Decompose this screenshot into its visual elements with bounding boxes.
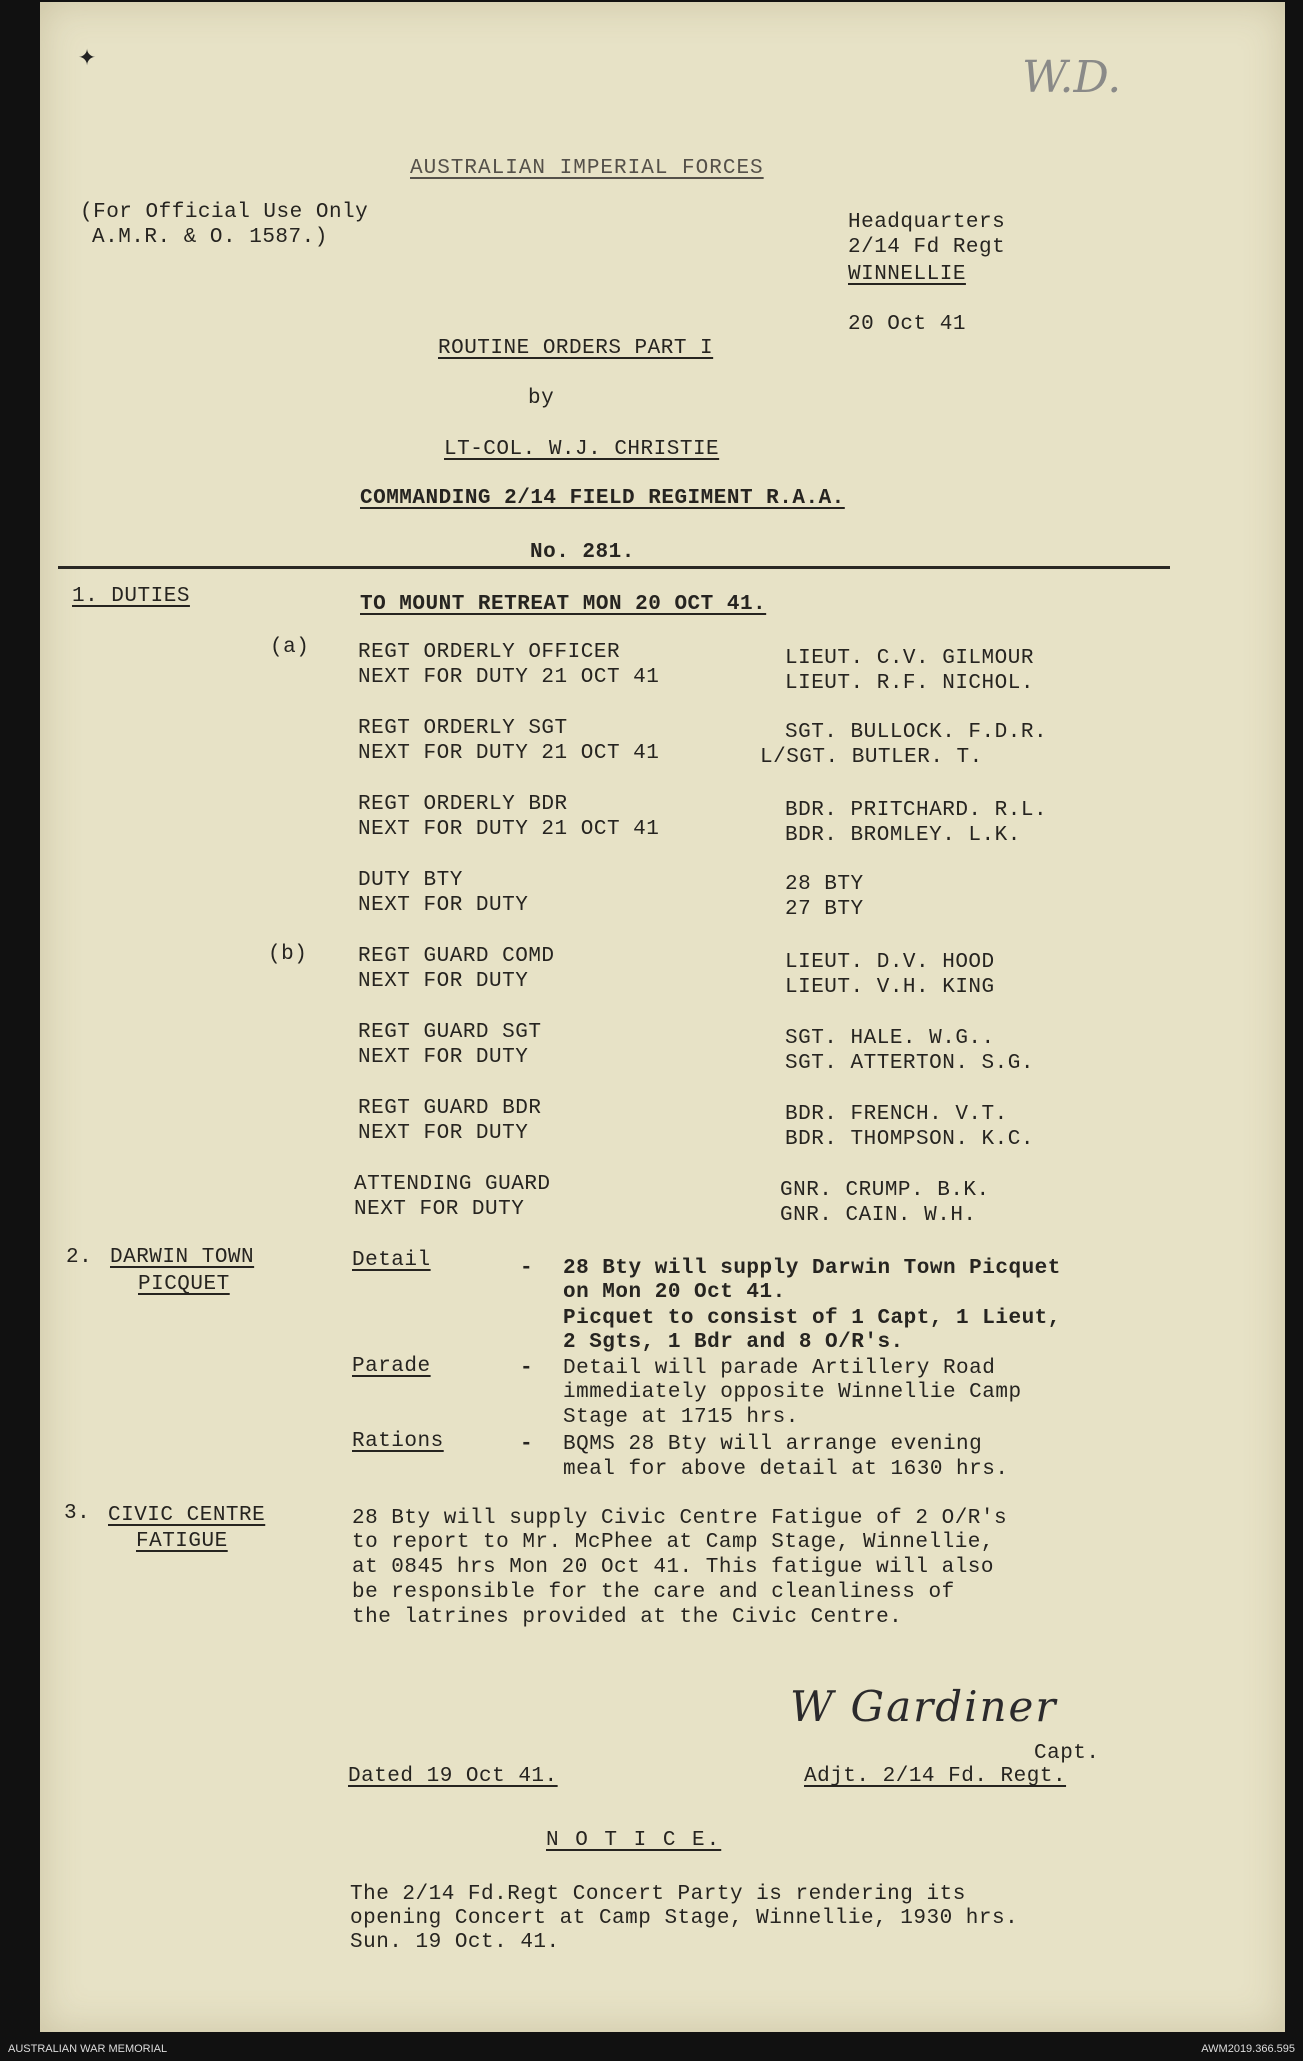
- signatory-appointment: Adjt. 2/14 Fd. Regt.: [804, 1765, 1067, 1788]
- duty-next: NEXT FOR DUTY: [358, 1046, 529, 1069]
- duty-next: NEXT FOR DUTY 21 OCT 41: [358, 818, 660, 841]
- fatigue-line: be responsible for the care and cleanliness of: [352, 1581, 955, 1604]
- sub-b: (b): [268, 943, 308, 966]
- duty-name: GNR. CRUMP. B.K.: [780, 1179, 990, 1202]
- parade-line: Stage at 1715 hrs.: [563, 1406, 799, 1429]
- duty-role: DUTY BTY: [358, 869, 463, 892]
- duty-name: LIEUT. C.V. GILMOUR: [785, 647, 1034, 670]
- notice-title: N O T I C E.: [546, 1829, 722, 1852]
- parade-line: immediately opposite Winnellie Camp: [563, 1381, 1022, 1404]
- duty-next: NEXT FOR DUTY: [358, 894, 529, 917]
- duty-next-name: LIEUT. V.H. KING: [785, 976, 995, 999]
- notice-line: opening Concert at Camp Stage, Winnellie, 1930 hrs.: [350, 1907, 1019, 1930]
- sub-a: (a): [270, 636, 310, 659]
- notice-line: Sun. 19 Oct. 41.: [350, 1931, 560, 1954]
- duty-next-name: L/SGT. BUTLER. T.: [760, 746, 983, 769]
- hole-punch-mark: ✦: [78, 41, 97, 75]
- section-1-label: 1. DUTIES: [72, 585, 190, 608]
- duty-name: BDR. FRENCH. V.T.: [785, 1103, 1008, 1126]
- duty-next: NEXT FOR DUTY: [354, 1198, 525, 1221]
- footer-source: AUSTRALIAN WAR MEMORIAL: [8, 2043, 168, 2055]
- duty-name: 28 BTY: [785, 873, 864, 896]
- section-2-number: 2.: [66, 1246, 93, 1269]
- document-title: ROUTINE ORDERS PART I: [438, 337, 714, 360]
- duty-name: SGT. HALE. W.G..: [785, 1027, 995, 1050]
- detail-line: 2 Sgts, 1 Bdr and 8 O/R's.: [563, 1331, 904, 1354]
- notice-line: The 2/14 Fd.Regt Concert Party is rendering its: [350, 1883, 966, 1906]
- section-3-label-2: FATIGUE: [136, 1530, 228, 1553]
- duty-role: REGT GUARD COMD: [358, 945, 555, 968]
- detail-line: on Mon 20 Oct 41.: [563, 1281, 786, 1304]
- hq-line-1: Headquarters: [848, 211, 1006, 234]
- parade-line: Detail will parade Artillery Road: [563, 1357, 996, 1380]
- duty-next-name: BDR. BROMLEY. L.K.: [785, 824, 1021, 847]
- dash: -: [520, 1257, 534, 1280]
- section-3-label-1: CIVIC CENTRE: [108, 1504, 266, 1527]
- detail-line: 28 Bty will supply Darwin Town Picquet: [563, 1257, 1061, 1280]
- duty-next: NEXT FOR DUTY 21 OCT 41: [358, 742, 660, 765]
- parade-key: Parade: [352, 1355, 431, 1378]
- order-number: No. 281.: [530, 541, 635, 564]
- duty-role: REGT ORDERLY SGT: [358, 717, 568, 740]
- section-1-heading: TO MOUNT RETREAT MON 20 OCT 41.: [360, 593, 767, 616]
- hq-line-3: WINNELLIE: [848, 263, 966, 286]
- by-line: by: [528, 387, 555, 410]
- fatigue-line: at 0845 hrs Mon 20 Oct 41. This fatigue will also: [352, 1556, 995, 1579]
- official-use-line-1: (For Official Use Only: [80, 201, 369, 224]
- duty-role: REGT ORDERLY OFFICER: [358, 641, 621, 664]
- signatory-rank: Capt.: [1034, 1742, 1100, 1765]
- duty-next-name: LIEUT. R.F. NICHOL.: [785, 672, 1034, 695]
- section-3-number: 3.: [64, 1502, 91, 1525]
- hq-line-2: 2/14 Fd Regt: [848, 236, 1006, 259]
- duty-role: REGT GUARD BDR: [358, 1097, 542, 1120]
- footer-id: AWM2019.366.595: [1201, 2043, 1295, 2055]
- command-line: COMMANDING 2/14 FIELD REGIMENT R.A.A.: [360, 487, 845, 510]
- duty-name: SGT. BULLOCK. F.D.R.: [785, 721, 1048, 744]
- duty-next-name: BDR. THOMPSON. K.C.: [785, 1128, 1034, 1151]
- rations-line: meal for above detail at 1630 hrs.: [563, 1458, 1009, 1481]
- duty-next-name: 27 BTY: [785, 898, 864, 921]
- force-heading: AUSTRALIAN IMPERIAL FORCES: [410, 157, 764, 180]
- section-2-label-1: DARWIN TOWN: [110, 1246, 255, 1269]
- dated-line: Dated 19 Oct 41.: [348, 1765, 558, 1788]
- official-use-line-2: A.M.R. & O. 1587.): [92, 226, 328, 249]
- duty-next-name: SGT. ATTERTON. S.G.: [785, 1052, 1034, 1075]
- order-date: 20 Oct 41: [848, 313, 966, 336]
- duty-name: BDR. PRITCHARD. R.L.: [785, 799, 1048, 822]
- fatigue-line: to report to Mr. McPhee at Camp Stage, Winnellie,: [352, 1531, 995, 1554]
- detail-key: Detail: [352, 1249, 431, 1272]
- dash: -: [520, 1433, 534, 1456]
- duty-role: REGT GUARD SGT: [358, 1021, 542, 1044]
- duty-role: REGT ORDERLY BDR: [358, 793, 568, 816]
- fatigue-line: the latrines provided at the Civic Centre.: [352, 1606, 903, 1629]
- duty-role: ATTENDING GUARD: [354, 1173, 551, 1196]
- dash: -: [520, 1357, 534, 1380]
- duty-name: LIEUT. D.V. HOOD: [785, 951, 995, 974]
- fatigue-line: 28 Bty will supply Civic Centre Fatigue of 2 O/R's: [352, 1507, 1008, 1530]
- commander-name: LT-COL. W.J. CHRISTIE: [444, 438, 720, 461]
- document-page: [40, 2, 1285, 2032]
- duty-next-name: GNR. CAIN. W.H.: [780, 1204, 977, 1227]
- section-2-label-2: PICQUET: [138, 1273, 230, 1296]
- adjutant-signature: W Gardiner: [790, 1682, 1058, 1731]
- duty-next: NEXT FOR DUTY: [358, 970, 529, 993]
- rations-key: Rations: [352, 1430, 444, 1453]
- rations-line: BQMS 28 Bty will arrange evening: [563, 1433, 983, 1456]
- header-divider: [58, 566, 1170, 569]
- duty-next: NEXT FOR DUTY 21 OCT 41: [358, 666, 660, 689]
- pencil-annotation: W.D.: [1022, 52, 1122, 103]
- detail-line: Picquet to consist of 1 Capt, 1 Lieut,: [563, 1307, 1061, 1330]
- duty-next: NEXT FOR DUTY: [358, 1122, 529, 1145]
